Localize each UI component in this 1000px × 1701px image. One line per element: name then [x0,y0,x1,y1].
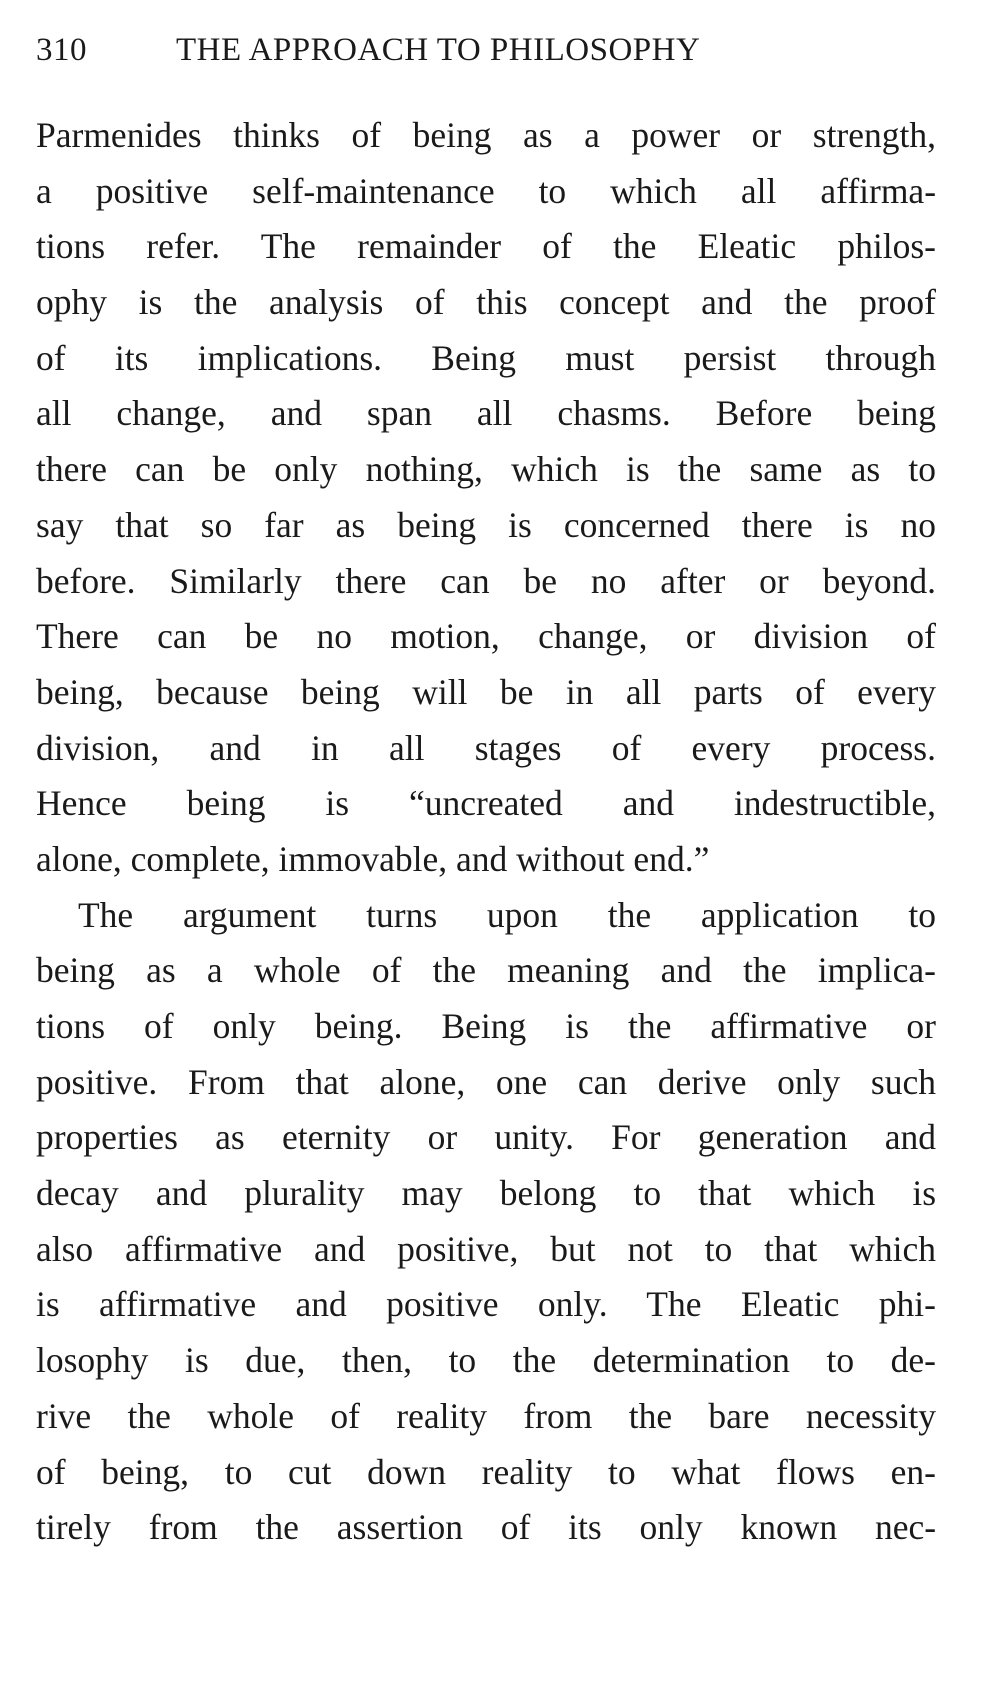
paragraph-1 [36,108,936,888]
text-line: properties as eternity or unity. For generation and [36,1117,936,1158]
text-line: There can be no motion, change, or division of [36,616,936,657]
text-line: losophy is due, then, to the determination to de- [36,1340,936,1381]
text-line: all change, and span all chasms. Before being [36,393,936,434]
running-title: THE APPROACH TO PHILOSOPHY [176,32,701,68]
running-head [36,32,956,80]
text-line: being as a whole of the meaning and the implica- [36,950,936,991]
text-line: positive. From that alone, one can derive only such [36,1061,936,1102]
text-line: of its implications. Being must persist through [36,337,936,378]
text-line: tions refer. The remainder of the Eleatic philos- [36,226,936,267]
text-line: being, because being will be in all parts of every [36,671,936,712]
text-line: a positive self-maintenance to which all affirma- [36,170,936,211]
text-line: also affirmative and positive, but not to that which [36,1228,936,1269]
text-line: alone, complete, immovable, and without end.” [36,838,710,879]
paragraph-2 [36,888,936,1556]
text-line: decay and plurality may belong to that which is [36,1173,936,1214]
text-line: Parmenides thinks of being as a power or strength, [36,115,936,155]
body-text [36,108,936,1556]
text-line: is affirmative and positive only. The Eleatic phi- [36,1284,936,1325]
text-line: rive the whole of reality from the bare necessity [36,1395,936,1436]
text-line: ophy is the analysis of this concept and the proof [36,282,936,323]
text-line: The argument turns upon the application to [78,894,936,935]
text-line: there can be only nothing, which is the same as to [36,449,936,490]
text-line: division, and in all stages of every process. [36,727,936,768]
page-number: 310 [36,32,87,68]
text-line: tirely from the assertion of its only known nec- [36,1507,936,1548]
text-line: Hence being is “uncreated and indestructible, [36,783,936,824]
text-line: before. Similarly there can be no after or beyond. [36,560,936,601]
text-line: of being, to cut down reality to what flows en- [36,1451,936,1492]
text-line: tions of only being. Being is the affirmative or [36,1006,936,1046]
text-line: say that so far as being is concerned there is no [36,504,936,545]
